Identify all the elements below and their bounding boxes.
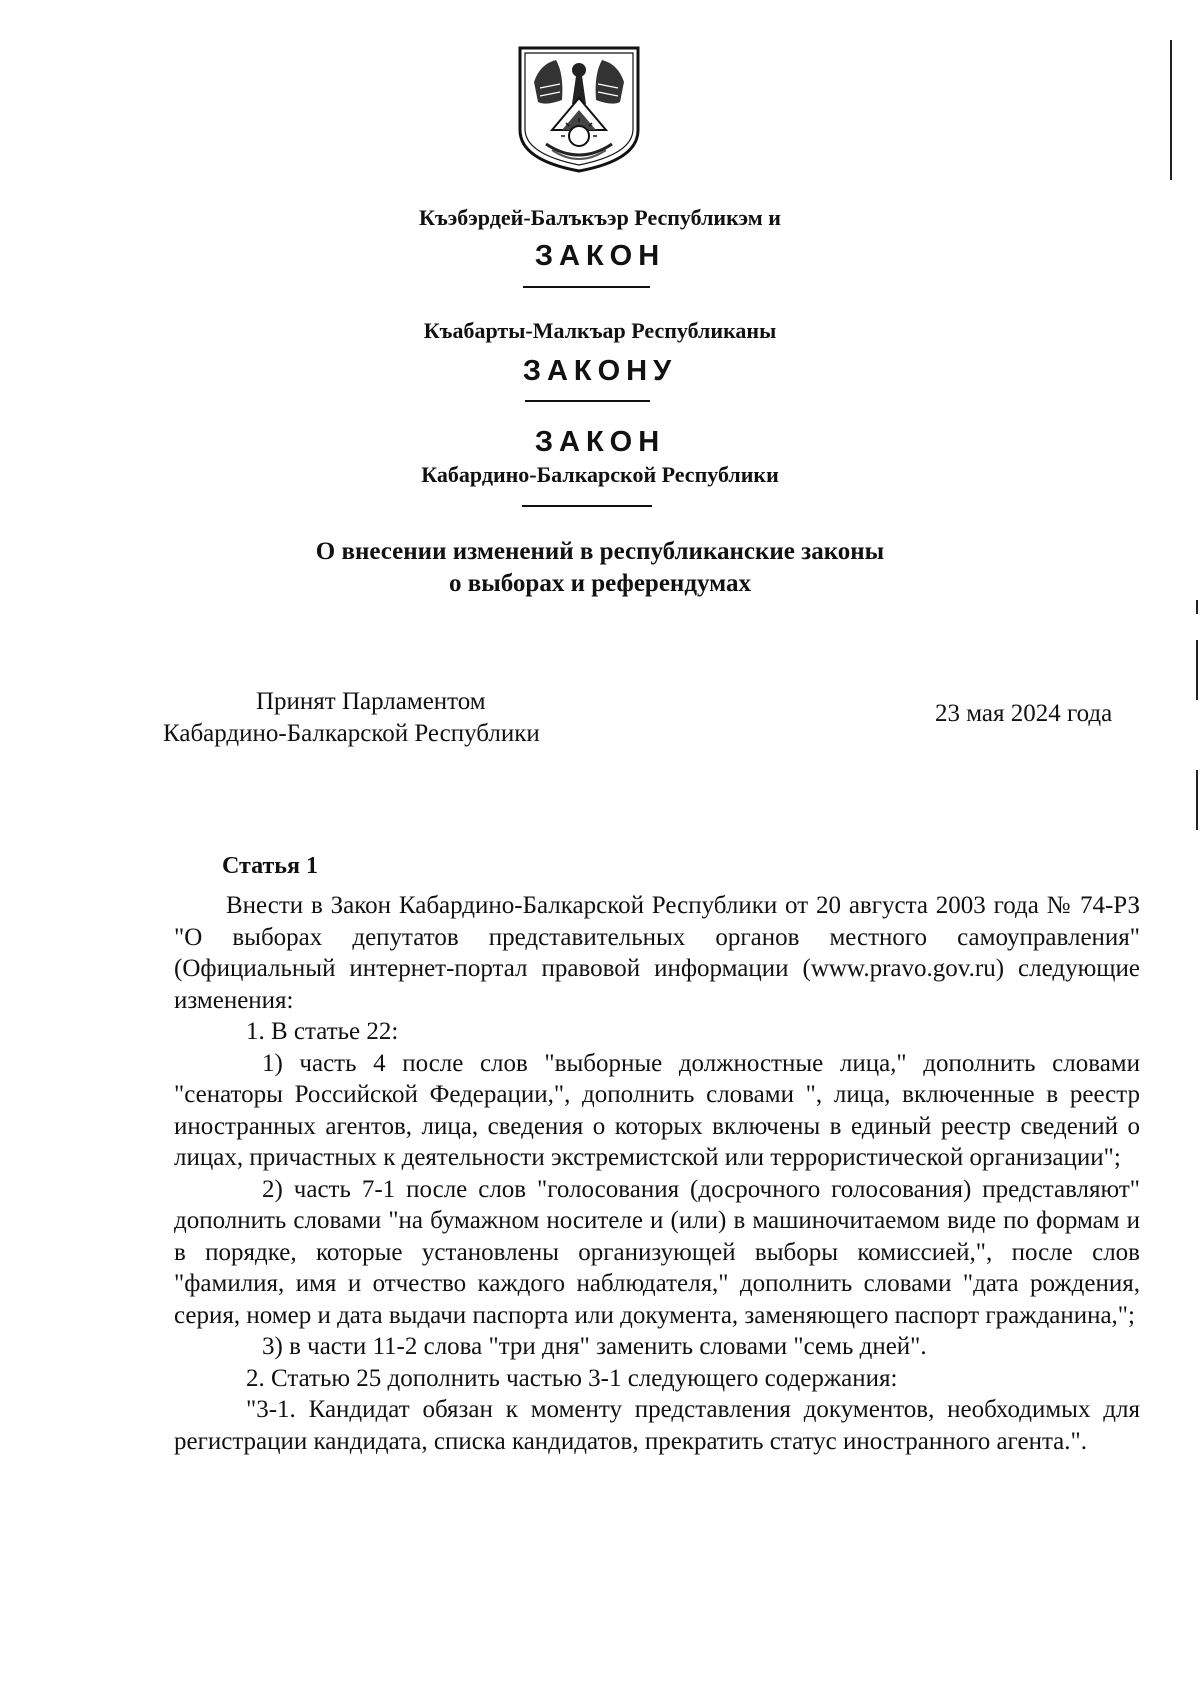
header-divider-2 (525, 400, 650, 402)
coat-of-arms-emblem (516, 44, 642, 174)
adoption-date: 23 мая 2024 года (935, 700, 1113, 727)
adopted-by-block (163, 686, 540, 750)
article-paragraph: "3-1. Кандидат обязан к моменту представления документов, необходимых для регистрации кандидата, списка кандидатов, прекратить статус иностранного агента.". (174, 1396, 1140, 1455)
article-paragraph: Внести в Закон Кабардино-Балкарской Республики от 20 августа 2003 года № 74-РЗ "О выборах депутатов представительных органов местного самоуправления" (Официальный интернет-портал правовой информации (www.pravo.gov.ru) следующие изменения: (174, 892, 1140, 1014)
scan-edge-mark (1196, 600, 1198, 614)
article-paragraph: 1. В статье 22: (246, 1018, 399, 1045)
document-title (240, 536, 960, 600)
scan-edge-mark (1170, 40, 1172, 180)
scan-edge-mark (1196, 770, 1198, 830)
document-title-line-2: о выборах и референдумах (448, 570, 752, 597)
header-divider-3 (522, 505, 652, 507)
header-kabardian-zakon: ЗАКОН (534, 240, 666, 272)
adopted-line-2: Кабардино-Балкарской Республики (163, 720, 540, 747)
article-paragraph: 2) часть 7-1 после слов "голосования (досрочного голосования) представляют" дополнить словами "на бумажном носителе и (или) в машиночитаемом виде по формам и в порядке, которые установлены организующей выборы комиссией,", после слов "фамилия, имя и отчество каждого наблюдателя," дополнить словами "дата рождения, серия, номер и дата выдачи паспорта или документа, заменяющего паспорт гражданина,"; (174, 1175, 1140, 1329)
article-paragraph: 3) в части 11-2 слова "три дня" заменить словами "семь дней". (262, 1333, 927, 1360)
header-russian-zakon: ЗАКОН (534, 426, 666, 458)
header-balkarian-zakon: ЗАКОНУ (522, 355, 678, 387)
scan-edge-mark (1196, 640, 1198, 700)
header-divider-1 (523, 286, 650, 288)
article-paragraph: 2. Статью 25 дополнить частью 3-1 следующего содержания: (246, 1364, 898, 1392)
header-kabardian-region: Къэбэрдей-Балъкъэр Республикэм и (419, 205, 781, 230)
adopted-line-1: Принят Парламентом (256, 688, 486, 715)
document-title-line-1: О внесении изменений в республиканские законы (315, 538, 885, 565)
header-balkarian-region: Къабарты-Малкъар Республиканы (423, 318, 777, 343)
article-heading: Статья 1 (222, 853, 318, 879)
header-russian-region: Кабардино-Балкарской Республики (421, 462, 779, 487)
article-paragraph: 1) часть 4 после слов "выборные должностные лица," дополнить словами "сенаторы Российской Федерации,", дополнить словами ", лица, включенные в реестр иностранных агентов, лица, сведения о которых включены в единый реестр сведений о лицах, причастных к деятельности экстремистской или террористической организации"; (174, 1049, 1140, 1171)
article-body (174, 885, 1140, 1457)
